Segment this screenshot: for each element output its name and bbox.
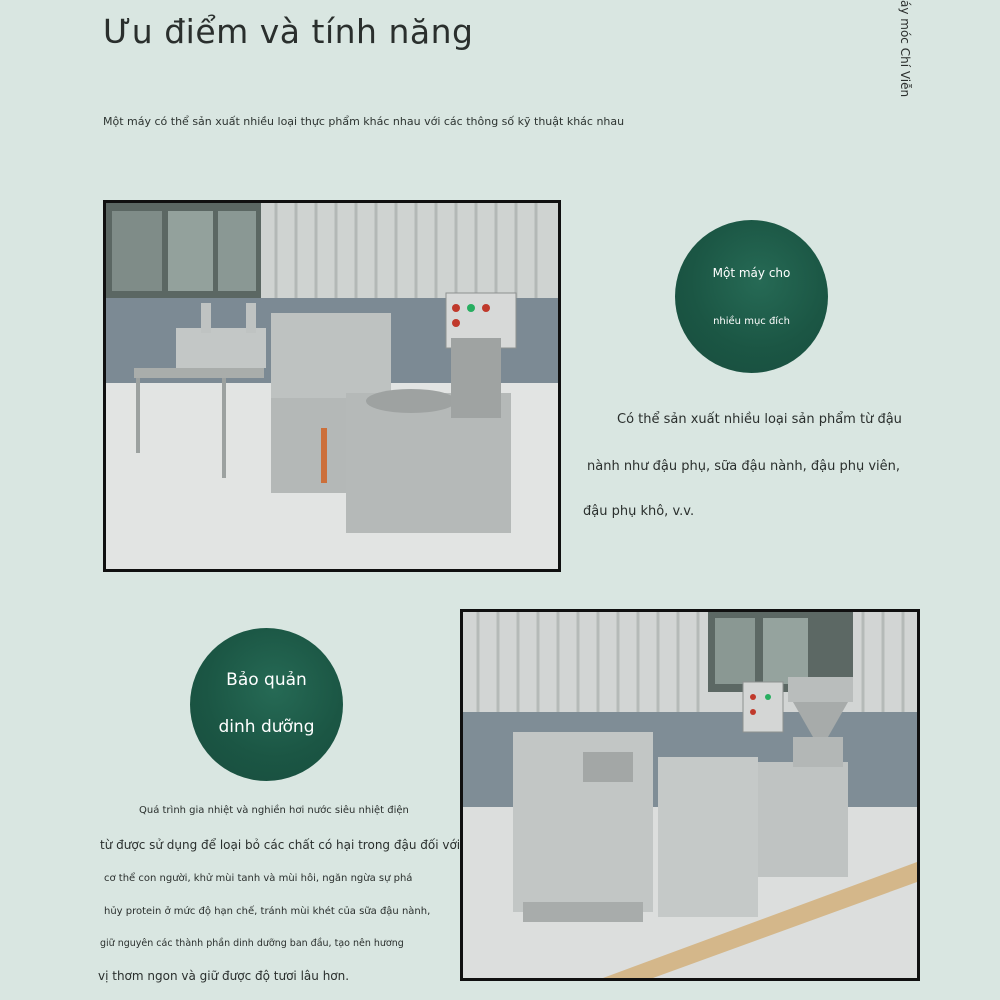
badge-line-2: nhiều mục đích [713,316,790,327]
soymilk-machine-photo [460,609,920,981]
page-subtitle: Một máy có thể sản xuất nhiều loại thực phẩm khác nhau với các thông số kỹ thuật khác nhau [103,115,625,128]
badge-line-1: Một máy cho [712,266,791,280]
description-line: Quá trình gia nhiệt và nghiền hơi nước siêu nhiệt điện [139,805,409,816]
description-line: từ được sử dụng để loại bỏ các chất có hại trong đậu đối với [100,838,461,852]
description-line: đậu phụ khô, v.v. [583,504,695,519]
page-title: Ưu điểm và tính năng [103,12,474,51]
description-line: Có thể sản xuất nhiều loại sản phẩm từ đậu [617,412,902,427]
tofu-machine-photo [103,200,561,572]
badge-line-2: dinh dưỡng [218,717,315,737]
description-line: giữ nguyên các thành phần dinh dưỡng ban đầu, tạo nên hương [100,938,404,949]
description-line: vị thơm ngon và giữ được độ tươi lâu hơn. [98,969,350,983]
vertical-brand-text: áy móc Chí Viễn [898,0,912,98]
description-line: nành như đậu phụ, sữa đậu nành, đậu phụ viên, [587,459,901,474]
badge-line-1: Bảo quản [226,670,307,690]
description-line: hủy protein ở mức độ hạn chế, tránh mùi khét của sữa đậu nành, [104,906,431,917]
description-line: cơ thể con người, khử mùi tanh và mùi hôi, ngăn ngừa sự phá [104,873,413,884]
nutrition-badge [190,628,343,781]
multi-purpose-badge [675,220,828,373]
